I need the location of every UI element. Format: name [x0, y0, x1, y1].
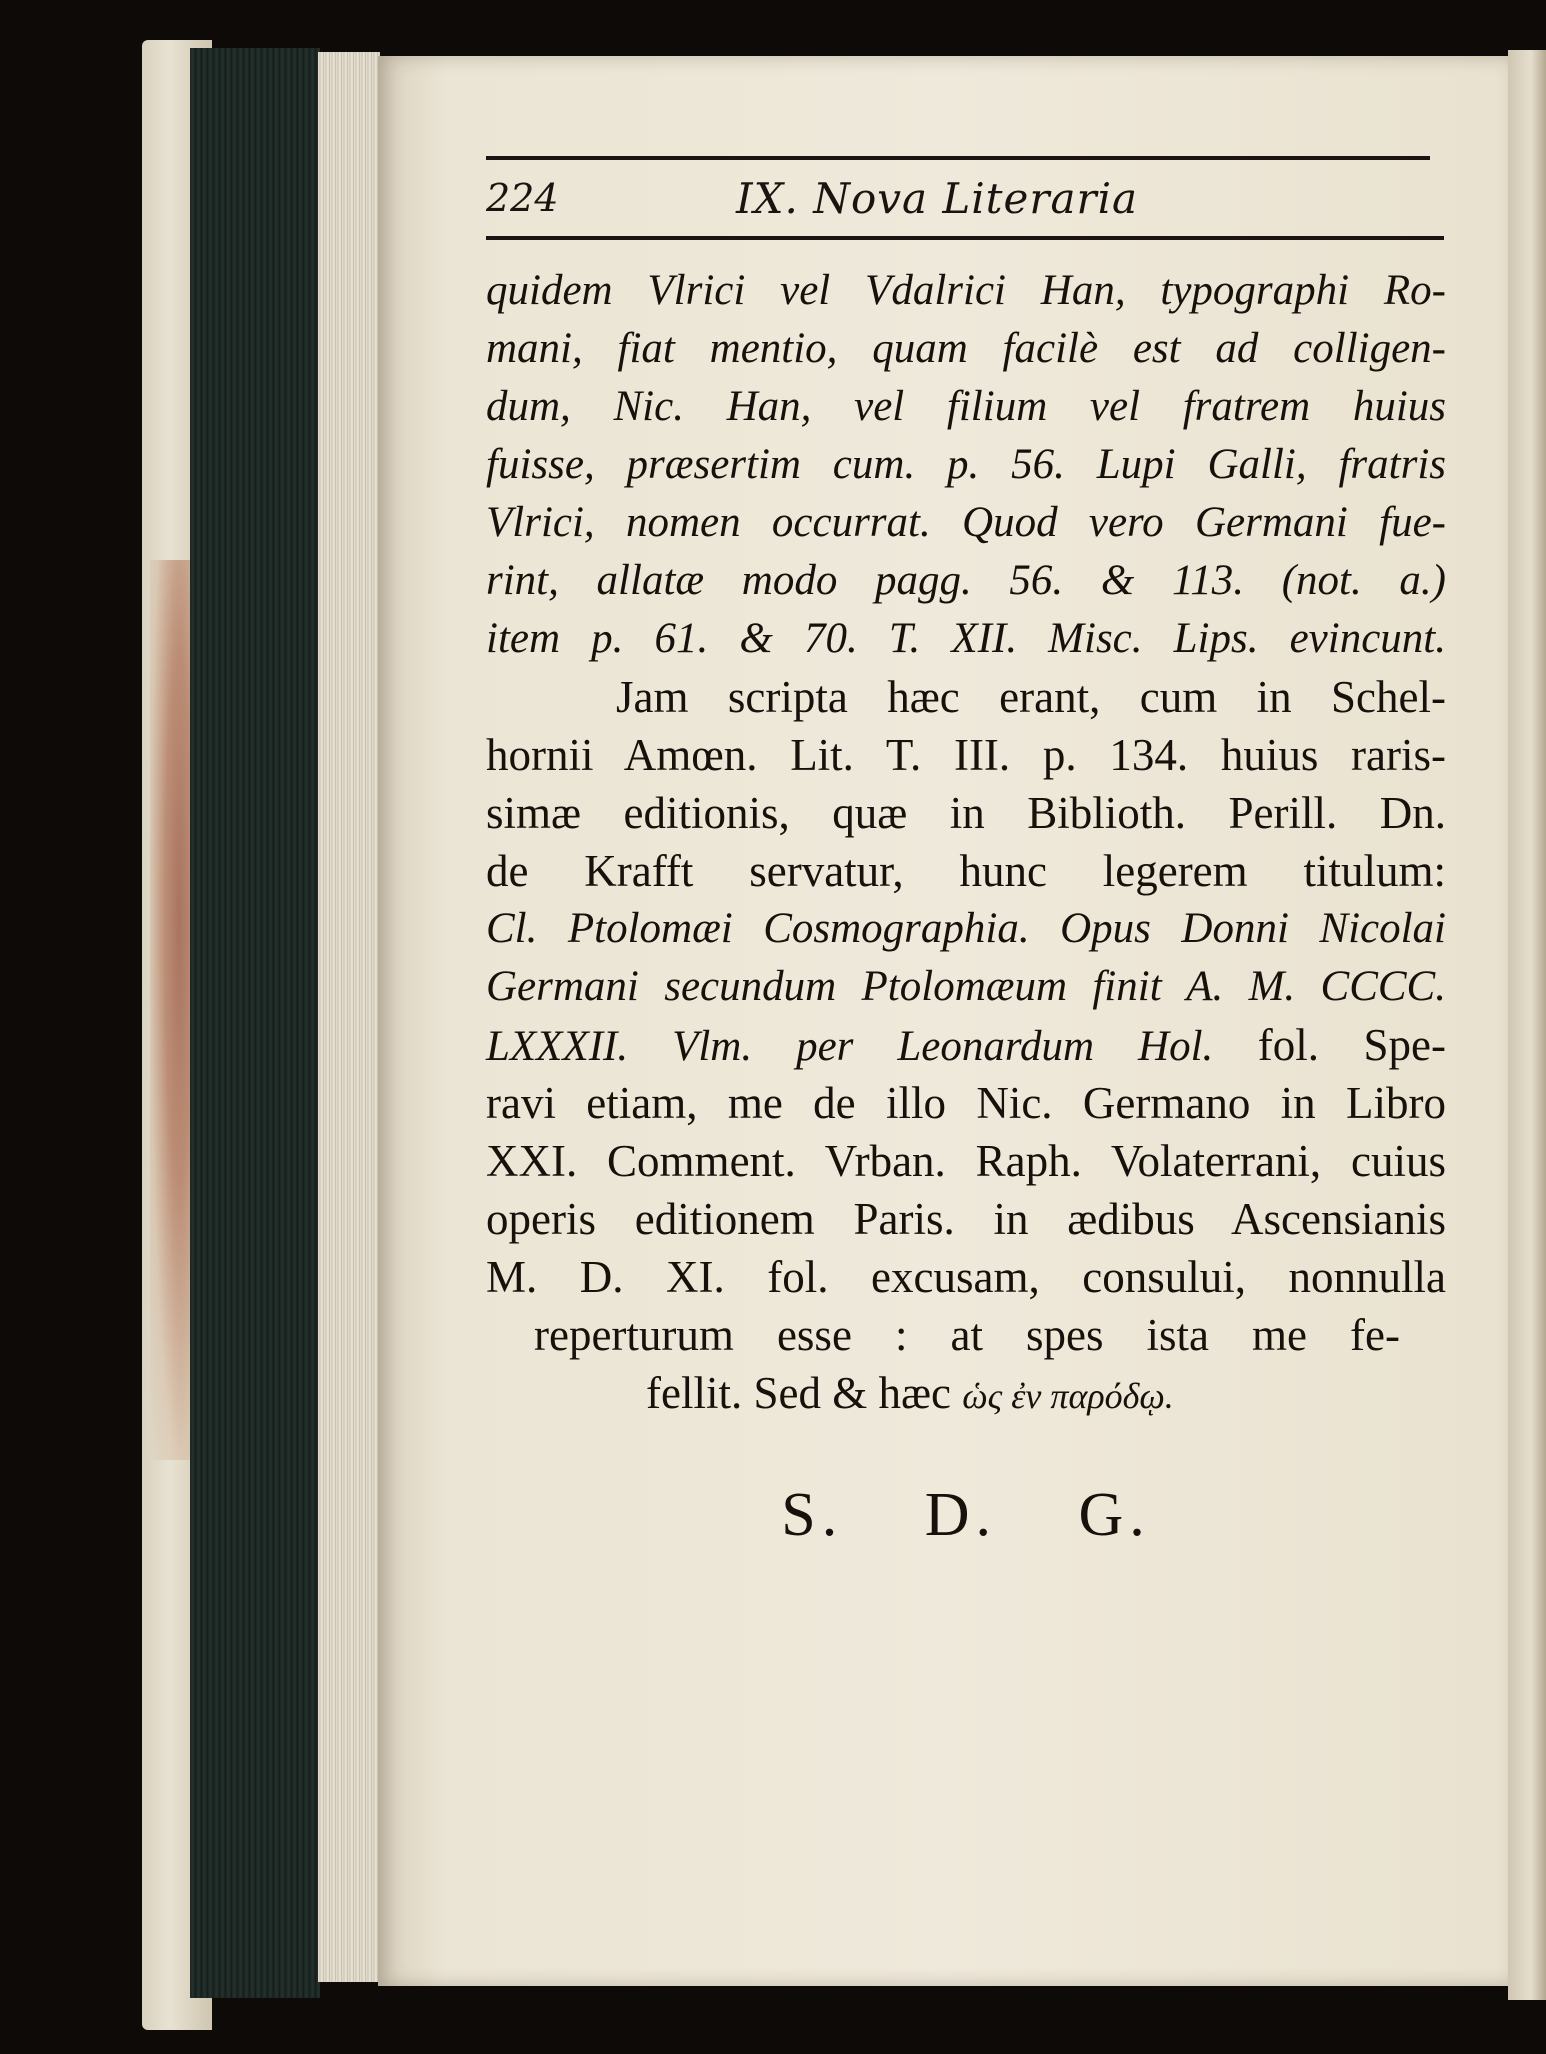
text-line: Cl. Ptolomæi Cosmographia. Opus Donni Nicolai [486, 905, 1446, 952]
running-head: IX. Nova Literaria [736, 174, 1139, 223]
text-line: quidem Vlrici vel Vdalrici Han, typographi Ro- [486, 267, 1446, 314]
italic-passage [486, 262, 1446, 668]
text-line: fuisse, præsertim cum. p. 56. Lupi Galli, fratris [486, 441, 1446, 488]
text-line: M. D. XI. fol. excusam, consului, nonnulla [486, 1252, 1446, 1302]
text-line: mani, fiat mentio, quam facilè est ad colligen- [486, 325, 1446, 372]
paragraph-continued [486, 1016, 1446, 1422]
text-line: operis editionem Paris. in ædibus Ascensianis [486, 1194, 1446, 1244]
text-fragment: fol. Spe- [1257, 1020, 1446, 1070]
text-line-mixed [486, 1016, 1446, 1074]
text-line: dum, Nic. Han, vel filium vel fratrem huius [486, 383, 1446, 430]
page-header [486, 166, 1430, 232]
text-line: rint, allatæ modo pagg. 56. & 113. (not. a.) [486, 557, 1446, 604]
header-rule-bottom [486, 236, 1444, 240]
citation-fragment: LXXXII. Vlm. per Leonardum Hol. [486, 1023, 1214, 1070]
text-line: hornii Amœn. Lit. T. III. p. 134. huius raris- [486, 730, 1446, 780]
text-line: XXI. Comment. Vrban. Raph. Volaterrani, cuius [486, 1136, 1446, 1186]
body-text [486, 262, 1446, 1422]
page-number: 224 [486, 176, 559, 220]
paragraph [486, 668, 1446, 900]
text-line-final [486, 1364, 1446, 1422]
header-rule-top [486, 156, 1430, 160]
text-line: simæ editionis, quæ in Biblioth. Perill. Dn. [486, 788, 1446, 838]
book-title-citation [486, 900, 1446, 1016]
page-block-edge [190, 48, 320, 1998]
text-line: item p. 61. & 70. T. XII. Misc. Lips. evincunt. [486, 615, 1446, 662]
closing-formula: S. D. G. [781, 1481, 1151, 1549]
text-line: Vlrici, nomen occurrat. Quod vero Germani fue- [486, 499, 1446, 546]
text-line: Germani secundum Ptolomæum finit A. M. CCCC. [486, 963, 1446, 1010]
page-stack [318, 52, 380, 1982]
greek-phrase: ὡς ἐν παρόδῳ. [962, 1376, 1174, 1416]
text-line: Jam scripta hæc erant, cum in Schel- [616, 672, 1446, 722]
text-line: reperturum esse : at spes ista me fe- [534, 1310, 1400, 1360]
text-line: de Krafft servatur, hunc legerem titulum: [486, 846, 1446, 896]
text-fragment: fellit. Sed & hæc [646, 1368, 951, 1418]
facing-page-edge [1508, 50, 1546, 2000]
text-line: ravi etiam, me de illo Nic. Germano in Libro [486, 1078, 1446, 1128]
